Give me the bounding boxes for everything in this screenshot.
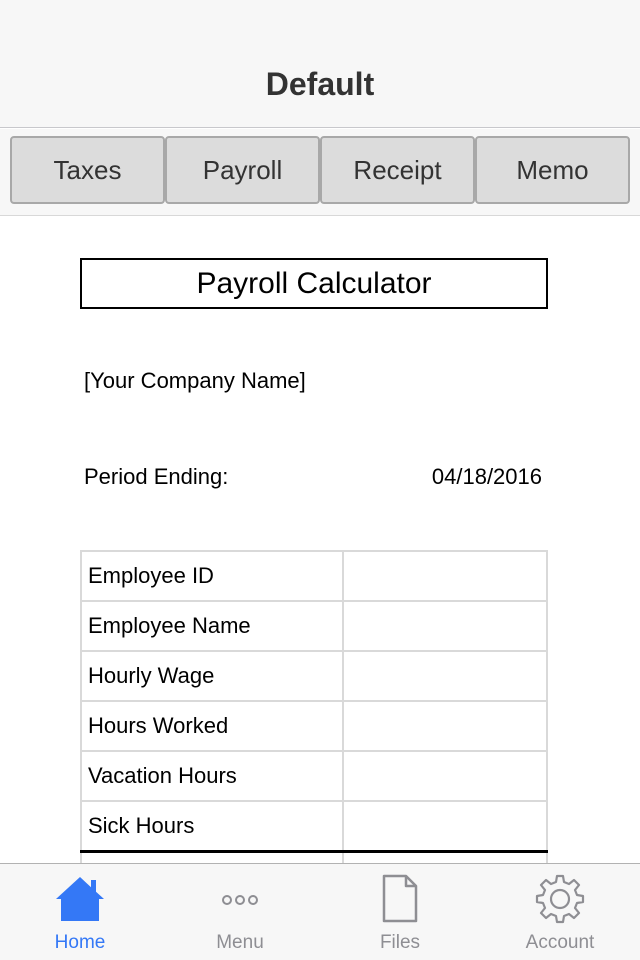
table-row xyxy=(81,551,547,601)
employee-table xyxy=(80,550,548,863)
hourly-wage-cell[interactable] xyxy=(343,651,547,701)
tab-account[interactable] xyxy=(480,864,640,960)
row-label: Employee ID xyxy=(81,551,343,601)
table-row xyxy=(81,651,547,701)
period-ending-label: Period Ending: xyxy=(84,464,229,489)
sick-hours-cell[interactable] xyxy=(343,801,547,851)
tab-menu[interactable] xyxy=(160,864,320,960)
company-name[interactable]: [Your Company Name] xyxy=(84,368,306,393)
hours-worked-cell[interactable] xyxy=(343,701,547,751)
row-label: Vacation Hours xyxy=(81,751,343,801)
file-icon xyxy=(375,874,425,924)
payroll-button[interactable]: Payroll xyxy=(165,136,320,204)
table-row xyxy=(81,701,547,751)
tab-home-label: Home xyxy=(54,932,106,953)
receipt-button[interactable]: Receipt xyxy=(320,136,475,204)
taxes-button[interactable]: Taxes xyxy=(10,136,165,204)
row-label: Hourly Wage xyxy=(81,651,343,701)
tab-menu-label: Menu xyxy=(216,932,264,953)
period-ending-value[interactable]: 04/18/2016 xyxy=(431,464,542,489)
employee-id-cell[interactable] xyxy=(343,551,547,601)
more-icon xyxy=(215,874,265,924)
document-title[interactable]: Payroll Calculator xyxy=(80,258,548,309)
next-row-cell[interactable] xyxy=(343,851,547,863)
row-label: Sick Hours xyxy=(81,801,343,851)
table-row xyxy=(81,601,547,651)
memo-button[interactable]: Memo xyxy=(475,136,630,204)
tab-home[interactable] xyxy=(0,864,160,960)
template-toolbar xyxy=(0,129,640,216)
gear-icon xyxy=(535,874,585,924)
tab-files-label: Files xyxy=(379,932,421,953)
page-title: Default xyxy=(265,66,375,102)
tab-files[interactable] xyxy=(320,864,480,960)
vacation-hours-cell[interactable] xyxy=(343,751,547,801)
table-row xyxy=(81,801,547,851)
tab-bar xyxy=(0,863,640,960)
row-label: Employee Name xyxy=(81,601,343,651)
navigation-bar xyxy=(0,0,640,128)
tab-account-label: Account xyxy=(525,932,595,953)
row-label: Hours Worked xyxy=(81,701,343,751)
row-label xyxy=(81,851,343,863)
employee-name-cell[interactable] xyxy=(343,601,547,651)
document-view[interactable] xyxy=(0,216,640,863)
table-row xyxy=(81,751,547,801)
home-icon xyxy=(55,874,105,924)
table-row xyxy=(81,851,547,863)
